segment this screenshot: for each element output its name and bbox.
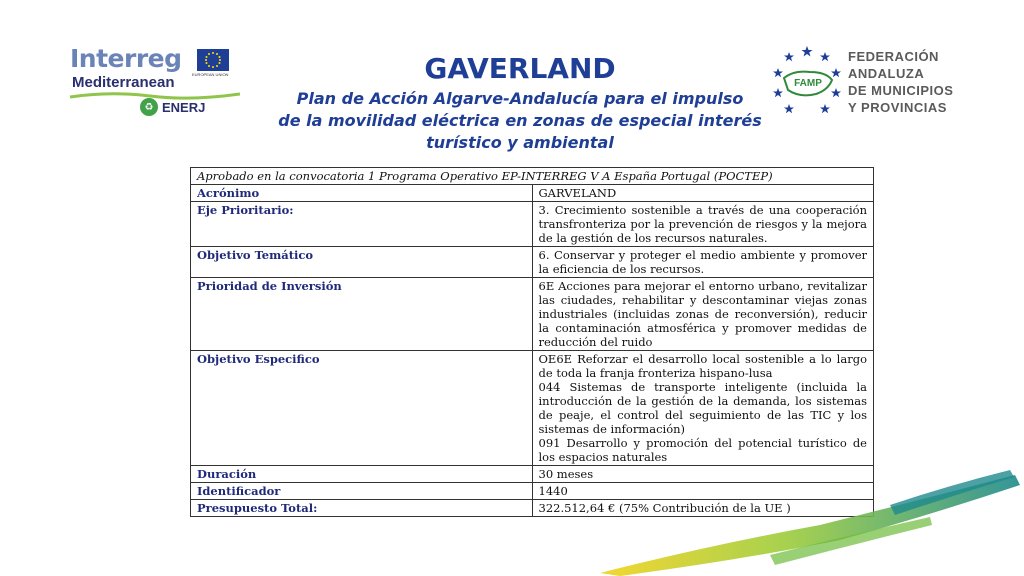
subtitle-line: turístico y ambiental [426, 133, 614, 152]
famp-line: Y PROVINCIAS [848, 100, 947, 115]
subtitle-line: de la movilidad eléctrica en zonas de especial interés [278, 111, 762, 130]
table-row [191, 351, 874, 466]
row-label: Prioridad de Inversión [191, 278, 533, 351]
decorative-brush-stroke [590, 455, 1024, 576]
row-value: 6. Conservar y proteger el medio ambiente y promover la eficiencia de los recursos. [532, 247, 874, 278]
eu-flag-icon [197, 49, 229, 71]
row-label: Presupuesto Total: [191, 500, 533, 517]
table-header: Aprobado en la convocatoria 1 Programa Operativo EP-INTERREG V A España Portugal (POCTEP) [191, 168, 874, 185]
enerj-label: ENERJ [162, 99, 206, 115]
famp-emblem-icon [770, 44, 844, 120]
famp-logo [770, 44, 970, 124]
row-value: 30 meses [532, 466, 874, 483]
famp-emblem-text: FAMP [794, 78, 822, 89]
row-label: Identificador [191, 483, 533, 500]
row-label: Objetivo Especifico [191, 351, 533, 466]
table-row [191, 278, 874, 351]
row-label: Duración [191, 466, 533, 483]
interreg-wordmark: Interreg [70, 44, 182, 73]
famp-line: DE MUNICIPIOS [848, 83, 954, 98]
mediterranean-label: Mediterranean [72, 74, 175, 91]
subtitle-line: Plan de Acción Algarve-Andalucía para el impulso [296, 89, 744, 108]
row-value: 322.512,64 € (75% Contribución de la UE ) [532, 500, 874, 517]
famp-name [848, 48, 953, 116]
eu-label: EUROPEAN UNION [192, 72, 229, 77]
page-title: GAVERLAND [424, 52, 616, 85]
famp-line: FEDERACIÓN [848, 49, 939, 64]
page-subtitle [260, 88, 780, 154]
recycle-icon: ♻ [140, 98, 158, 116]
row-value: 1440 [532, 483, 874, 500]
row-label: Objetivo Temático [191, 247, 533, 278]
row-label: Acrónimo [191, 185, 533, 202]
table-row [191, 247, 874, 278]
famp-line: ANDALUZA [848, 66, 925, 81]
row-value: 3. Crecimiento sostenible a través de una cooperación transfronteriza por la prevención de riesgos y la mejora de la gestión de los recursos naturales. [532, 202, 874, 247]
row-value: GARVELAND [532, 185, 874, 202]
row-value: 6E Acciones para mejorar el entorno urbano, revitalizar las ciudades, rehabilitar y descontaminar viejas zonas industriales (incluidas zonas de reconversión), reducir la contaminación atmosférica y promover medidas de reducción del ruido [532, 278, 874, 351]
enerj-logo [140, 98, 205, 116]
table-row [191, 185, 874, 202]
row-value: OE6E Reforzar el desarrollo local sostenible a lo largo de toda la franja fronteriza hispano-lusa 044 Sistemas de transporte inteligente (incluida la introducción de la gestión de la demanda, los sistemas de peaje, el control del seguimiento de las TIC y los sistemas de información) 091 Desarrollo y promoción del potencial turístico de los espacios naturales [532, 351, 874, 466]
row-label: Eje Prioritario: [191, 202, 533, 247]
table-header-row [191, 168, 874, 185]
table-row [191, 202, 874, 247]
